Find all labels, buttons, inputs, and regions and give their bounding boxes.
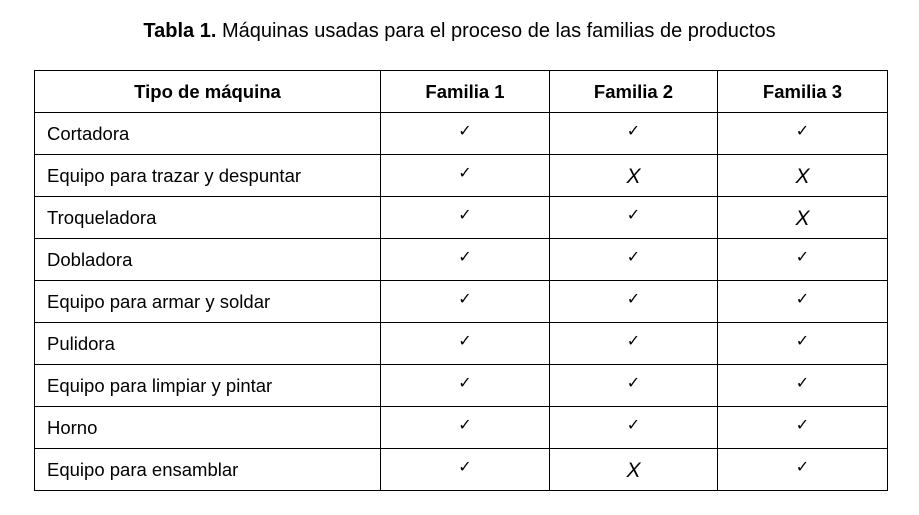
check-mark-icon: ✓ (626, 120, 641, 140)
table-row (35, 155, 888, 197)
family-2-cell (550, 281, 718, 323)
caption-text: Máquinas usadas para el proceso de las familias de productos (221, 20, 776, 42)
family-3-cell (718, 113, 888, 155)
check-mark-icon: ✓ (458, 162, 472, 182)
family-1-cell (381, 323, 550, 365)
check-mark-icon: ✓ (795, 372, 810, 392)
table-header-row (35, 71, 888, 113)
check-mark-icon: ✓ (626, 414, 641, 434)
family-3-cell (718, 365, 888, 407)
machine-name-cell: Cortadora (35, 113, 381, 155)
check-mark-icon: ✓ (458, 204, 472, 224)
check-mark-icon: ✓ (626, 288, 641, 308)
check-mark-icon: ✓ (795, 330, 810, 350)
family-1-cell (381, 365, 550, 407)
machine-name-cell: Equipo para ensamblar (35, 449, 381, 491)
check-mark-icon: ✓ (458, 246, 472, 266)
family-2-cell (550, 449, 718, 491)
family-1-cell (381, 239, 550, 281)
family-3-cell (718, 155, 888, 197)
header-family-1: Familia 1 (381, 71, 550, 113)
machine-name-cell: Pulidora (35, 323, 381, 365)
machine-name-cell: Dobladora (35, 239, 381, 281)
family-2-cell (550, 197, 718, 239)
check-mark-icon: ✓ (626, 372, 641, 392)
family-2-cell (550, 155, 718, 197)
machine-name-cell: Horno (35, 407, 381, 449)
table-row (35, 365, 888, 407)
check-mark-icon: ✓ (795, 288, 810, 308)
machines-table (34, 70, 888, 491)
check-mark-icon: ✓ (626, 246, 641, 266)
family-3-cell (718, 407, 888, 449)
family-2-cell (550, 407, 718, 449)
caption-label: Tabla 1. (143, 20, 217, 42)
table-row (35, 113, 888, 155)
family-2-cell (550, 239, 718, 281)
cross-mark-icon: X (626, 458, 641, 482)
check-mark-icon: ✓ (458, 330, 472, 350)
check-mark-icon: ✓ (458, 288, 472, 308)
family-1-cell (381, 155, 550, 197)
check-mark-icon: ✓ (795, 456, 810, 476)
machine-name-cell: Equipo para armar y soldar (35, 281, 381, 323)
family-3-cell (718, 239, 888, 281)
table-row (35, 239, 888, 281)
family-1-cell (381, 407, 550, 449)
family-3-cell (718, 449, 888, 491)
table-row (35, 197, 888, 239)
check-mark-icon: ✓ (458, 120, 472, 140)
family-3-cell (718, 323, 888, 365)
family-1-cell (381, 449, 550, 491)
cross-mark-icon: X (795, 206, 810, 230)
cross-mark-icon: X (626, 164, 641, 188)
machine-name-cell: Equipo para trazar y despuntar (35, 155, 381, 197)
check-mark-icon: ✓ (458, 414, 472, 434)
family-1-cell (381, 197, 550, 239)
cross-mark-icon: X (795, 164, 810, 188)
header-machine-type: Tipo de máquina (35, 71, 381, 113)
check-mark-icon: ✓ (458, 372, 472, 392)
header-family-2: Familia 2 (550, 71, 718, 113)
table-caption (0, 20, 919, 43)
check-mark-icon: ✓ (626, 204, 641, 224)
table-body (35, 113, 888, 491)
family-1-cell (381, 113, 550, 155)
check-mark-icon: ✓ (626, 330, 641, 350)
family-2-cell (550, 113, 718, 155)
table-row (35, 323, 888, 365)
family-2-cell (550, 323, 718, 365)
family-1-cell (381, 281, 550, 323)
table-row (35, 407, 888, 449)
table-row (35, 449, 888, 491)
family-3-cell (718, 281, 888, 323)
family-3-cell (718, 197, 888, 239)
check-mark-icon: ✓ (795, 414, 810, 434)
check-mark-icon: ✓ (795, 120, 810, 140)
check-mark-icon: ✓ (458, 456, 472, 476)
family-2-cell (550, 365, 718, 407)
header-family-3: Familia 3 (718, 71, 888, 113)
machine-name-cell: Troqueladora (35, 197, 381, 239)
machine-name-cell: Equipo para limpiar y pintar (35, 365, 381, 407)
check-mark-icon: ✓ (795, 246, 810, 266)
table-row (35, 281, 888, 323)
